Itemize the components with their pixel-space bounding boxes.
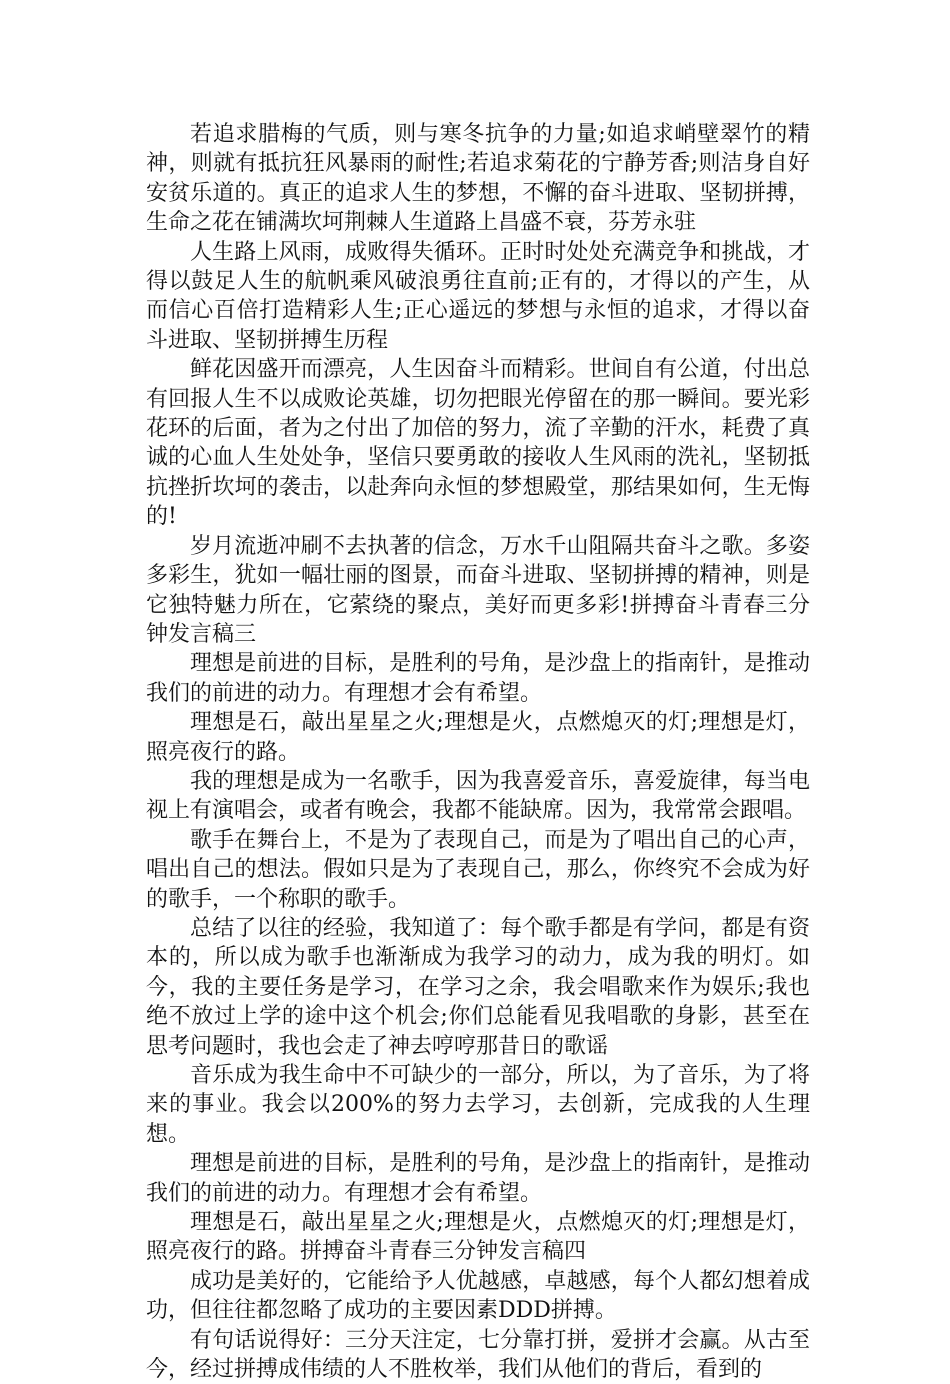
paragraph: 歌手在舞台上，不是为了表现自己，而是为了唱出自己的心声，唱出自己的想法。假如只是为了表现自己，那么，你终究不会成为好的歌手，一个称职的歌手。 bbox=[146, 827, 810, 912]
paragraph: 理想是石，敲出星星之火;理想是火，点燃熄灭的灯;理想是灯，照亮夜行的路。 bbox=[146, 710, 810, 765]
paragraph: 鲜花因盛开而漂亮，人生因奋斗而精彩。世间自有公道，付出总有回报人生不以成败论英雄，切勿把眼光停留在的那一瞬间。要光彩花环的后面，者为之付出了加倍的努力，流了辛勤的汗水，耗费了真诚的心血人生处处争，坚信只要勇敢的接收人生风雨的洗礼，坚韧抵抗挫折坎坷的袭击，以赴奔向永恒的梦想殿堂，那结果如何，生无悔的! bbox=[146, 357, 810, 530]
document-body bbox=[146, 120, 810, 1384]
paragraph: 音乐成为我生命中不可缺少的一部分，所以，为了音乐，为了将来的事业。我会以200%的努力去学习，去创新，完成我的人生理想。 bbox=[146, 1063, 810, 1147]
paragraph: 若追求腊梅的气质，则与寒冬抗争的力量;如追求峭壁翠竹的精神，则就有抵抗狂风暴雨的耐性;若追求菊花的宁静芳香;则洁身自好安贫乐道的。真正的追求人生的梦想，不懈的奋斗进取、坚韧拼搏，生命之花在铺满坎坷荆棘人生道路上昌盛不衰，芬芳永驻 bbox=[146, 122, 810, 236]
paragraph: 理想是前进的目标，是胜利的号角，是沙盘上的指南针，是推动我们的前进的动力。有理想才会有希望。 bbox=[146, 651, 810, 706]
paragraph: 我的理想是成为一名歌手，因为我喜爱音乐，喜爱旋律，每当电视上有演唱会，或者有晚会，我都不能缺席。因为，我常常会跟唱。 bbox=[146, 768, 810, 824]
paragraph: 岁月流逝冲刷不去执著的信念，万水千山阻隔共奋斗之歌。多姿多彩生，犹如一幅壮丽的图景，而奋斗进取、坚韧拼搏的精神，则是它独特魅力所在，它萦绕的聚点，美好而更多彩!拼搏奋斗青春三分钟发言稿三 bbox=[146, 533, 810, 647]
paragraph: 总结了以往的经验，我知道了：每个歌手都是有学问，都是有资本的，所以成为歌手也渐渐成为我学习的动力，成为我的明灯。如今，我的主要任务是学习，在学习之余，我会唱歌来作为娱乐;我也绝不放过上学的途中这个机会;你们总能看见我唱歌的身影，甚至在思考问题时，我也会走了神去哼哼那昔日的歌谣 bbox=[146, 915, 810, 1059]
paragraph: 有句话说得好：三分天注定，七分靠打拼，爱拼才会赢。从古至今，经过拼搏成伟绩的人不胜枚举，我们从他们的背后，看到的 bbox=[146, 1327, 810, 1383]
paragraph: 理想是石，敲出星星之火;理想是火，点燃熄灭的灯;理想是灯，照亮夜行的路。拼搏奋斗青春三分钟发言稿四 bbox=[146, 1210, 810, 1265]
paragraph: 成功是美好的，它能给予人优越感，卓越感，每个人都幻想着成功，但往往都忽略了成功的主要因素DDD拼搏。 bbox=[146, 1268, 810, 1324]
paragraph: 理想是前进的目标，是胜利的号角，是沙盘上的指南针，是推动我们的前进的动力。有理想才会有希望。 bbox=[146, 1151, 810, 1206]
paragraph: 人生路上风雨，成败得失循环。正时时处处充满竞争和挑战，才得以鼓足人生的航帆乘风破浪勇往直前;正有的，才得以的产生，从而信心百倍打造精彩人生;正心遥远的梦想与永恒的追求，才得以奋斗进取、坚韧拼搏生历程 bbox=[146, 239, 810, 353]
